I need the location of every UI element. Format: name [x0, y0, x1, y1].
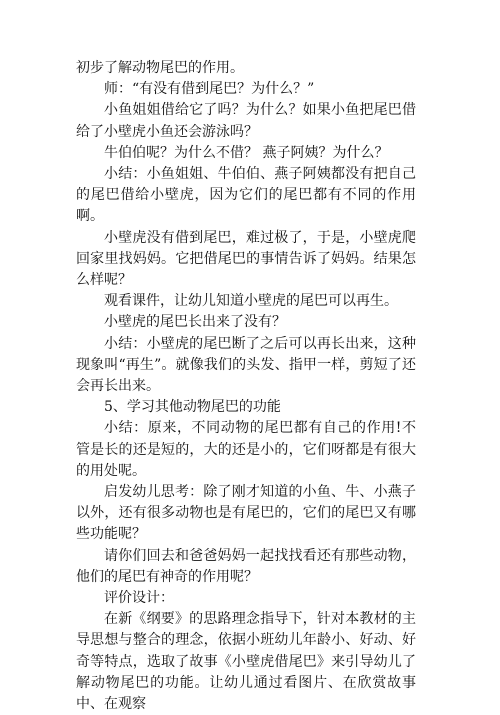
- paragraph-summary-tails: 小结：原来，不同动物的尾巴都有自己的作用!不管是长的还是短的，大的还是小的，它们呀都是有很大的用处呢。: [76, 420, 416, 479]
- paragraph-tail-grown-question: 小壁虎的尾巴长出来了没有？: [104, 314, 286, 331]
- paragraph-ox-swallow-question: 牛伯伯呢？为什么不借？ 燕子阿姨？为什么？: [104, 144, 389, 161]
- paragraph-teacher-question: 师：“有没有借到尾巴？为什么？”: [104, 81, 315, 98]
- paragraph-inspire-thinking: 启发幼儿思考：除了刚才知道的小鱼、牛、小燕子以外，还有很多动物也是有尾巴的，它们的尾巴又有哪些功能呢？: [76, 484, 416, 543]
- paragraph-courseware: 观看课件，让幼儿知道小壁虎的尾巴可以再生。: [104, 293, 398, 310]
- paragraph-fish-question: 小鱼姐姐借给它了吗？为什么？如果小鱼把尾巴借给了小壁虎小鱼还会游泳吗？: [76, 102, 416, 140]
- paragraph-homework: 请你们回去和爸爸妈妈一起找找看还有那些动物，他们的尾巴有神奇的作用呢？: [76, 547, 416, 585]
- paragraph-summary-1: 小结：小鱼姐姐、牛伯伯、燕子阿姨都没有把自己的尾巴借给小壁虎，因为它们的尾巴都有不同的作用啊。: [76, 166, 416, 225]
- document-page: [76, 58, 416, 715]
- paragraph-evaluation-text: 在新《纲要》的思路理念指导下，针对本教材的主导思想与整合的理念，依据小班幼儿年龄小、好动、好奇等特点，选取了故事《小壁虎借尾巴》来引导幼儿了解动物尾巴的功能。让幼儿通过看图片、在欣赏故事中、在观察: [76, 611, 416, 713]
- heading-evaluation-design: 评价设计：: [104, 590, 174, 607]
- section-heading-5: 5、学习其他动物尾巴的功能: [104, 399, 281, 416]
- paragraph-intro-line: 初步了解动物尾巴的作用。: [76, 60, 244, 76]
- paragraph-gecko-returns: 小壁虎没有借到尾巴，难过极了，于是，小壁虎爬回家里找妈妈。它把借尾巴的事情告诉了妈妈。结果怎么样呢？: [76, 229, 416, 289]
- paragraph-summary-regeneration: 小结：小壁虎的尾巴断了之后可以再长出来，这种现象叫“再生”。就像我们的头发、指甲一样，剪短了还会再长出来。: [76, 335, 416, 395]
